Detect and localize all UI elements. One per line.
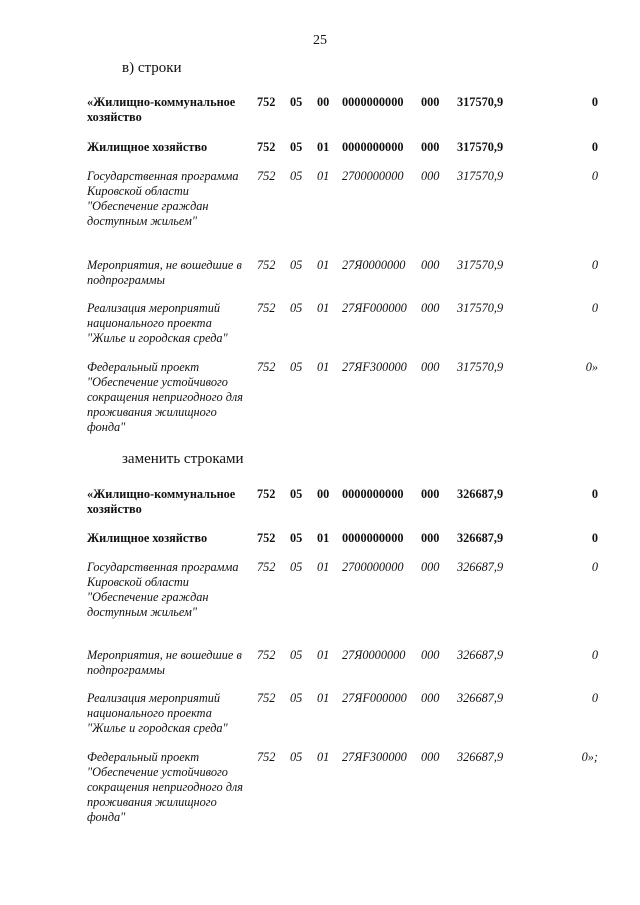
cell-section: 05: [290, 360, 303, 374]
cell-section: 05: [290, 301, 303, 315]
cell-subsection: 01: [317, 750, 330, 764]
cell-amount: 317570,9: [457, 360, 504, 374]
cell-section: 05: [290, 560, 303, 574]
cell-amount-2: 0: [591, 648, 598, 662]
cell-subsection: 01: [317, 140, 330, 154]
cell-expense-type: 000: [421, 691, 440, 705]
cell-target: 0000000000: [342, 531, 404, 545]
cell-ministry: 752: [257, 750, 276, 764]
section-old-label: в) строки: [122, 60, 182, 76]
cell-expense-type: 000: [421, 487, 440, 501]
cell-expense-type: 000: [421, 258, 440, 272]
cell-target: 27ЯF000000: [342, 691, 407, 705]
row-name: Реализация мероприятий национального проекта "Жилье и городская среда": [87, 301, 228, 345]
cell-section: 05: [290, 140, 303, 154]
cell-subsection: 00: [317, 487, 330, 501]
row-name: Жилищное хозяйство: [87, 140, 208, 154]
cell-amount-2: 0: [591, 301, 598, 315]
row-name: Мероприятия, не вошедшие в подпрограммы: [87, 258, 242, 287]
section-new-label: заменить строками: [122, 451, 244, 467]
cell-expense-type: 000: [421, 750, 440, 764]
cell-amount: 326687,9: [457, 531, 504, 545]
cell-subsection: 01: [317, 560, 330, 574]
row-name: Государственная программа Кировской области "Обеспечение граждан доступным жильем": [87, 169, 239, 228]
row-name: «Жилищно-коммунальное хозяйство: [87, 487, 236, 516]
row-name: Мероприятия, не вошедшие в подпрограммы: [87, 648, 242, 677]
cell-section: 05: [290, 258, 303, 272]
cell-amount-2: 0: [591, 258, 598, 272]
row-name: Федеральный проект "Обеспечение устойчивого сокращения непригодного для проживания жилищного фонда": [87, 750, 244, 824]
row-name: Федеральный проект "Обеспечение устойчивого сокращения непригодного для проживания жилищного фонда": [87, 360, 244, 434]
cell-section: 05: [290, 648, 303, 662]
cell-target: 27ЯF300000: [342, 750, 407, 764]
cell-expense-type: 000: [421, 531, 440, 545]
cell-section: 05: [290, 169, 303, 183]
cell-expense-type: 000: [421, 560, 440, 574]
cell-subsection: 01: [317, 648, 330, 662]
cell-expense-type: 000: [421, 301, 440, 315]
row-name: «Жилищно-коммунальное хозяйство: [87, 95, 236, 124]
cell-subsection: 01: [317, 169, 330, 183]
cell-target: 0000000000: [342, 487, 404, 501]
cell-amount-2: 0: [591, 691, 598, 705]
cell-subsection: 01: [317, 360, 330, 374]
cell-section: 05: [290, 95, 303, 109]
cell-ministry: 752: [257, 648, 276, 662]
cell-ministry: 752: [257, 258, 276, 272]
cell-amount: 326687,9: [457, 648, 504, 662]
cell-subsection: 01: [317, 301, 330, 315]
cell-amount-2: 0»: [585, 360, 598, 374]
cell-expense-type: 000: [421, 360, 440, 374]
cell-amount-2: 0»;: [581, 750, 598, 764]
cell-amount: 326687,9: [457, 560, 504, 574]
cell-amount-2: 0: [591, 531, 598, 545]
cell-subsection: 01: [317, 691, 330, 705]
cell-ministry: 752: [257, 487, 276, 501]
row-name: Реализация мероприятий национального проекта "Жилье и городская среда": [87, 691, 228, 735]
cell-amount: 326687,9: [457, 487, 504, 501]
cell-ministry: 752: [257, 560, 276, 574]
row-name: Жилищное хозяйство: [87, 531, 208, 545]
cell-target: 0000000000: [342, 140, 404, 154]
cell-amount-2: 0: [591, 140, 598, 154]
cell-expense-type: 000: [421, 140, 440, 154]
cell-target: 2700000000: [342, 169, 404, 183]
cell-ministry: 752: [257, 140, 276, 154]
cell-section: 05: [290, 750, 303, 764]
cell-section: 05: [290, 487, 303, 501]
cell-ministry: 752: [257, 301, 276, 315]
cell-amount: 317570,9: [457, 95, 504, 109]
cell-subsection: 00: [317, 95, 330, 109]
cell-subsection: 01: [317, 258, 330, 272]
cell-amount-2: 0: [591, 95, 598, 109]
cell-amount-2: 0: [591, 560, 598, 574]
cell-ministry: 752: [257, 691, 276, 705]
cell-amount: 317570,9: [457, 140, 504, 154]
cell-target: 27ЯF000000: [342, 301, 407, 315]
cell-amount: 317570,9: [457, 301, 504, 315]
cell-expense-type: 000: [421, 95, 440, 109]
row-name: Государственная программа Кировской области "Обеспечение граждан доступным жильем": [87, 560, 239, 619]
cell-amount-2: 0: [591, 169, 598, 183]
cell-amount: 326687,9: [457, 691, 504, 705]
cell-amount: 326687,9: [457, 750, 504, 764]
cell-amount: 317570,9: [457, 258, 504, 272]
cell-target: 27Я0000000: [342, 258, 406, 272]
cell-section: 05: [290, 531, 303, 545]
cell-subsection: 01: [317, 531, 330, 545]
page-number: 25: [313, 33, 327, 48]
cell-ministry: 752: [257, 169, 276, 183]
cell-amount-2: 0: [591, 487, 598, 501]
cell-expense-type: 000: [421, 648, 440, 662]
cell-ministry: 752: [257, 531, 276, 545]
cell-section: 05: [290, 691, 303, 705]
cell-expense-type: 000: [421, 169, 440, 183]
cell-target: 27Я0000000: [342, 648, 406, 662]
cell-ministry: 752: [257, 95, 276, 109]
cell-amount: 317570,9: [457, 169, 504, 183]
cell-target: 0000000000: [342, 95, 404, 109]
cell-target: 2700000000: [342, 560, 404, 574]
cell-ministry: 752: [257, 360, 276, 374]
cell-target: 27ЯF300000: [342, 360, 407, 374]
